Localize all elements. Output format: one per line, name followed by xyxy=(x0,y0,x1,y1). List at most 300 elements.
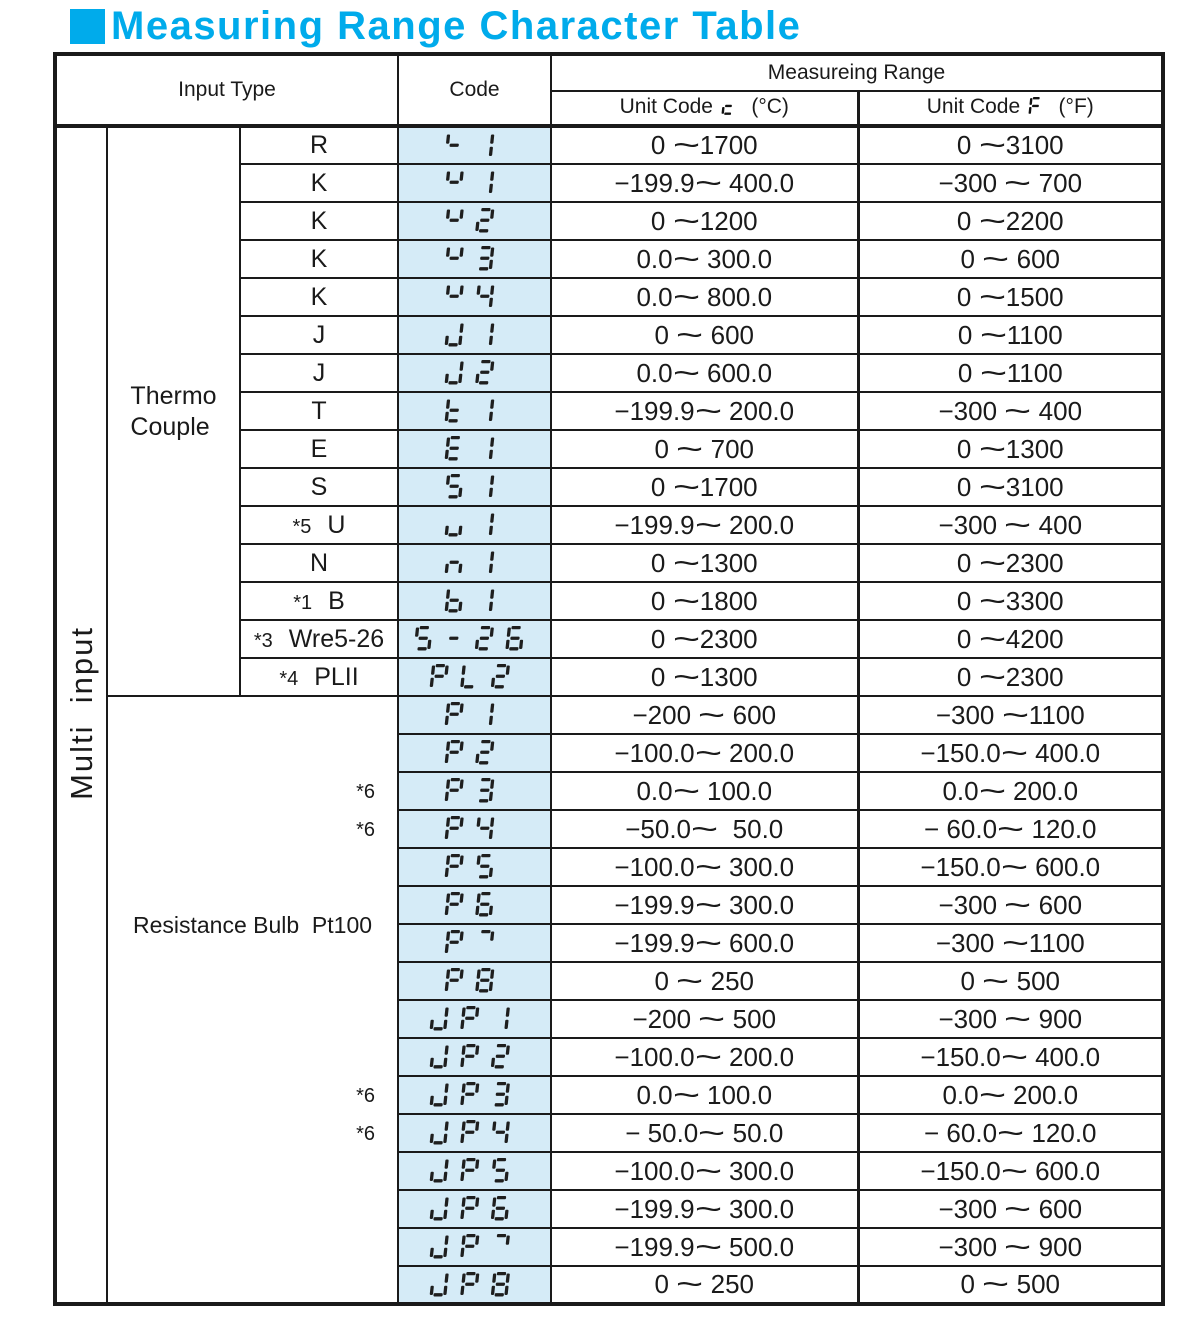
range-to: 300.0 xyxy=(699,243,773,274)
range-from: 0 xyxy=(960,243,983,274)
row-input-type-label: PLII xyxy=(314,662,359,691)
range-from: −199.9 xyxy=(614,509,695,540)
range-from: 0.0 xyxy=(942,1079,979,1110)
table-row xyxy=(55,696,1163,734)
resistance-bulb-group-cell xyxy=(107,696,398,1304)
row-footnote-marker: *6 xyxy=(356,1085,376,1107)
range-from: 0 xyxy=(956,661,979,692)
tilde-separator: ~ xyxy=(1001,923,1029,962)
seven-segment-code xyxy=(444,212,505,229)
range-to: 250 xyxy=(703,1269,754,1299)
row-input-type-label: N xyxy=(309,548,329,577)
tilde-separator: ~ xyxy=(1004,391,1032,430)
tilde-separator: ~ xyxy=(1004,505,1032,544)
range-to: 400.0 xyxy=(1027,1041,1101,1072)
range-from: −199.9 xyxy=(614,395,695,426)
tilde-separator: ~ xyxy=(694,1151,722,1190)
range-celsius-cell xyxy=(551,1114,858,1152)
range-celsius-cell xyxy=(551,1152,858,1190)
range-to: 600.0 xyxy=(721,927,795,958)
seven-segment-code xyxy=(444,858,505,875)
range-from: −50.0 xyxy=(625,813,692,844)
range-to: 100.0 xyxy=(699,775,773,806)
tilde-separator: ~ xyxy=(672,1075,700,1114)
range-fahrenheit-cell xyxy=(858,1190,1163,1228)
range-celsius-cell xyxy=(551,582,858,620)
seven-segment-code xyxy=(444,592,505,609)
range-celsius-cell xyxy=(551,924,858,962)
range-fahrenheit-cell xyxy=(858,1000,1163,1038)
range-fahrenheit-cell xyxy=(858,658,1163,696)
row-code-cell xyxy=(398,1000,551,1038)
tilde-separator: ~ xyxy=(694,1037,722,1076)
range-celsius-cell xyxy=(551,734,858,772)
resistance-bulb-group-label: Resistance Bulb Pt100 xyxy=(132,912,373,938)
range-to: 200.0 xyxy=(721,509,795,540)
tilde-separator: ~ xyxy=(982,961,1010,1000)
row-input-type-label: K xyxy=(310,168,328,197)
seven-segment-c-icon xyxy=(721,97,743,122)
row-input-type-cell xyxy=(240,658,398,696)
range-to: 500 xyxy=(1009,965,1061,996)
multi-input-side-label-cell xyxy=(55,126,107,1304)
range-celsius-cell xyxy=(551,1038,858,1076)
col-header-input-type: Input Type xyxy=(55,54,398,126)
range-celsius-cell xyxy=(551,962,858,1000)
row-code-cell xyxy=(398,924,551,962)
range-from: −300 xyxy=(938,167,1005,198)
seven-segment-code xyxy=(429,1276,521,1293)
range-to: 600.0 xyxy=(1027,851,1101,882)
row-code-cell xyxy=(398,202,551,240)
range-from: −300 xyxy=(938,1003,1005,1034)
range-to: 900 xyxy=(1031,1003,1083,1034)
tilde-separator: ~ xyxy=(978,619,1006,658)
range-from: 0.0 xyxy=(636,775,673,806)
seven-segment-code xyxy=(444,706,505,723)
tilde-separator: ~ xyxy=(978,581,1006,620)
range-celsius-cell xyxy=(551,1190,858,1228)
seven-segment-code xyxy=(444,288,505,305)
row-input-type-label: S xyxy=(310,472,328,501)
tilde-separator: ~ xyxy=(1004,1227,1032,1266)
range-to: 2300 xyxy=(1005,547,1064,578)
range-to: 500.0 xyxy=(721,1231,795,1262)
range-fahrenheit-cell xyxy=(858,126,1163,164)
range-from: 0.0 xyxy=(942,775,979,806)
tilde-separator: ~ xyxy=(1000,1151,1028,1190)
row-input-type-label: Wre5-26 xyxy=(288,624,385,653)
seven-segment-code xyxy=(444,744,505,761)
range-to: 600.0 xyxy=(699,357,773,388)
range-to: 200.0 xyxy=(721,737,795,768)
row-input-type-label: J xyxy=(312,320,326,349)
row-input-type-cell xyxy=(240,202,398,240)
tilde-separator: ~ xyxy=(694,885,722,924)
row-input-type-cell xyxy=(240,430,398,468)
range-fahrenheit-cell xyxy=(858,1076,1163,1114)
row-code-cell xyxy=(398,544,551,582)
row-footnote-marker: *6 xyxy=(356,1123,376,1145)
seven-segment-code xyxy=(444,402,505,419)
table-body xyxy=(55,126,1163,1304)
range-celsius-cell xyxy=(551,772,858,810)
tilde-separator: ~ xyxy=(1004,885,1032,924)
tilde-separator: ~ xyxy=(698,999,726,1038)
range-celsius-cell xyxy=(551,696,858,734)
range-fahrenheit-cell xyxy=(858,240,1163,278)
row-input-type-label: K xyxy=(310,282,328,311)
thermo-couple-group-cell xyxy=(107,126,240,696)
row-input-type-cell xyxy=(240,164,398,202)
tilde-separator: ~ xyxy=(672,201,700,240)
range-from: 0.0 xyxy=(636,243,673,274)
row-input-type-cell xyxy=(240,392,398,430)
tilde-separator: ~ xyxy=(672,126,700,164)
range-fahrenheit-cell xyxy=(858,544,1163,582)
range-from: −150.0 xyxy=(920,851,1001,882)
range-to: 250 xyxy=(703,965,754,996)
seven-segment-code xyxy=(444,782,505,799)
range-to: 1300 xyxy=(699,661,758,692)
range-fahrenheit-cell xyxy=(858,202,1163,240)
range-to: 200.0 xyxy=(721,395,795,426)
range-from: 0 xyxy=(956,433,979,464)
range-fahrenheit-cell xyxy=(858,924,1163,962)
range-from: −300 xyxy=(938,1231,1005,1262)
range-from: 0 xyxy=(960,965,983,996)
row-code-cell xyxy=(398,658,551,696)
range-to: 50.0 xyxy=(725,1117,784,1148)
unit-c-suffix: (°C) xyxy=(751,94,789,118)
range-from: −300 xyxy=(938,509,1005,540)
range-to: 400.0 xyxy=(721,167,795,198)
range-from: 0 xyxy=(654,1269,677,1299)
row-code-cell xyxy=(398,1152,551,1190)
row-footnote-marker: *6 xyxy=(356,819,376,841)
range-from: − 60.0 xyxy=(924,1117,998,1148)
seven-segment-code xyxy=(429,1238,521,1255)
tilde-separator: ~ xyxy=(690,809,719,848)
range-to: 3300 xyxy=(1005,585,1064,616)
range-fahrenheit-cell xyxy=(858,620,1163,658)
range-fahrenheit-cell xyxy=(858,392,1163,430)
row-input-type-label: R xyxy=(309,131,329,159)
range-to: 1500 xyxy=(1005,281,1064,312)
range-to: 800.0 xyxy=(699,281,773,312)
range-to: 1300 xyxy=(1005,433,1064,464)
range-from: −300 xyxy=(938,1193,1005,1224)
range-to: 2300 xyxy=(699,623,758,654)
range-celsius-cell xyxy=(551,392,858,430)
range-to: 1200 xyxy=(699,205,758,236)
row-input-type-label: U xyxy=(327,510,346,539)
range-fahrenheit-cell xyxy=(858,316,1163,354)
range-to: 1100 xyxy=(1006,319,1063,350)
range-fahrenheit-cell xyxy=(858,848,1163,886)
tilde-separator: ~ xyxy=(978,429,1006,468)
tilde-separator: ~ xyxy=(978,771,1006,810)
thermo-couple-group-label xyxy=(130,381,216,443)
tilde-separator: ~ xyxy=(672,543,700,582)
unit-f-suffix: (°F) xyxy=(1058,94,1094,118)
seven-segment-code xyxy=(444,896,505,913)
range-from: 0 xyxy=(956,623,979,654)
tilde-separator: ~ xyxy=(676,1265,704,1303)
row-code-cell xyxy=(398,1228,551,1266)
range-from: 0.0 xyxy=(636,1079,673,1110)
tilde-separator: ~ xyxy=(694,1189,722,1228)
row-code-cell xyxy=(398,772,551,810)
range-to: 300.0 xyxy=(721,851,795,882)
range-celsius-cell xyxy=(551,1000,858,1038)
range-celsius-cell xyxy=(551,202,858,240)
range-to: 1700 xyxy=(699,471,758,502)
range-fahrenheit-cell xyxy=(858,430,1163,468)
range-fahrenheit-cell xyxy=(858,810,1163,848)
seven-segment-code xyxy=(429,1200,521,1217)
row-input-type-label: T xyxy=(311,396,327,425)
tilde-separator: ~ xyxy=(672,277,700,316)
range-from: 0 xyxy=(957,319,980,350)
range-from: 0.0 xyxy=(636,281,673,312)
tilde-separator: ~ xyxy=(672,467,700,506)
seven-segment-f-icon xyxy=(1028,97,1050,122)
range-from: 0 xyxy=(956,281,979,312)
range-from: 0 xyxy=(650,661,673,692)
range-celsius-cell xyxy=(551,164,858,202)
seven-segment-code xyxy=(444,174,505,191)
multi-input-side-label: Multi input xyxy=(63,625,99,800)
range-fahrenheit-cell xyxy=(858,354,1163,392)
row-code-cell xyxy=(398,1038,551,1076)
seven-segment-code xyxy=(444,972,505,989)
range-from: 0 xyxy=(650,623,673,654)
row-input-type-cell xyxy=(240,468,398,506)
range-from: − 60.0 xyxy=(924,813,998,844)
range-from: −300 xyxy=(935,927,1002,958)
seven-segment-code xyxy=(429,1048,521,1065)
tilde-separator: ~ xyxy=(672,657,700,696)
tilde-separator: ~ xyxy=(982,239,1010,278)
row-input-type-cell xyxy=(240,620,398,658)
row-code-cell xyxy=(398,430,551,468)
seven-segment-code xyxy=(444,440,505,457)
range-fahrenheit-cell xyxy=(858,734,1163,772)
row-code-cell xyxy=(398,126,551,164)
row-code-cell xyxy=(398,1076,551,1114)
tilde-separator: ~ xyxy=(698,1113,726,1152)
unit-code-label-f: Unit Code xyxy=(926,94,1021,118)
tilde-separator: ~ xyxy=(979,315,1007,354)
seven-segment-code xyxy=(444,364,505,381)
table-header xyxy=(55,54,1163,126)
tilde-separator: ~ xyxy=(1000,733,1028,772)
range-to: 120.0 xyxy=(1024,813,1097,844)
tilde-separator: ~ xyxy=(982,1265,1010,1303)
range-to: 200.0 xyxy=(721,1041,795,1072)
range-to: 4200 xyxy=(1005,623,1064,654)
seven-segment-code xyxy=(444,137,505,154)
range-from: −199.9 xyxy=(614,167,695,198)
range-from: 0 xyxy=(650,585,673,616)
group-label-line: Thermo xyxy=(130,381,217,410)
range-from: 0 xyxy=(956,205,979,236)
range-from: 0 xyxy=(956,471,979,502)
row-code-cell xyxy=(398,468,551,506)
range-to: 400.0 xyxy=(1027,737,1101,768)
seven-segment-code xyxy=(444,820,505,837)
row-footnote-marker: *3 xyxy=(253,629,273,652)
range-celsius-cell xyxy=(551,658,858,696)
range-celsius-cell xyxy=(551,544,858,582)
row-code-cell xyxy=(398,1114,551,1152)
range-from: 0 xyxy=(956,585,979,616)
range-from: −100.0 xyxy=(614,851,695,882)
range-to: 500 xyxy=(1009,1269,1061,1299)
row-input-type-cell xyxy=(240,316,398,354)
tilde-separator: ~ xyxy=(978,1075,1006,1114)
range-celsius-cell xyxy=(551,1266,858,1304)
range-to: 400 xyxy=(1031,509,1083,540)
tilde-separator: ~ xyxy=(694,847,722,886)
seven-segment-code xyxy=(444,516,505,533)
tilde-separator: ~ xyxy=(1004,999,1032,1038)
range-celsius-cell xyxy=(551,468,858,506)
row-input-type-cell xyxy=(240,506,398,544)
range-from: −150.0 xyxy=(920,737,1001,768)
range-from: −100.0 xyxy=(614,1155,695,1186)
row-input-type-label: K xyxy=(310,244,328,273)
tilde-separator: ~ xyxy=(978,657,1006,696)
seven-segment-code xyxy=(429,1010,521,1027)
range-to: 600.0 xyxy=(1027,1155,1101,1186)
seven-segment-code xyxy=(444,478,505,495)
range-to: 300.0 xyxy=(721,889,795,920)
range-to: 500 xyxy=(725,1003,777,1034)
row-input-type-cell xyxy=(240,126,398,164)
page-title-text: Measuring Range Character Table xyxy=(111,3,802,48)
range-celsius-cell xyxy=(551,316,858,354)
range-to: 700 xyxy=(1031,167,1083,198)
row-code-cell xyxy=(398,164,551,202)
range-to: 300.0 xyxy=(721,1155,795,1186)
range-celsius-cell xyxy=(551,354,858,392)
unit-code-label-c: Unit Code xyxy=(619,94,713,118)
range-to: 2300 xyxy=(1005,661,1064,692)
range-from: −200 xyxy=(632,1003,699,1034)
range-from: −100.0 xyxy=(614,737,695,768)
row-code-cell xyxy=(398,354,551,392)
range-fahrenheit-cell xyxy=(858,1152,1163,1190)
range-from: −150.0 xyxy=(920,1155,1001,1186)
row-code-cell xyxy=(398,240,551,278)
tilde-separator: ~ xyxy=(672,771,700,810)
range-to: 3100 xyxy=(1005,471,1064,502)
range-fahrenheit-cell xyxy=(858,1266,1163,1304)
tilde-separator: ~ xyxy=(694,1227,722,1266)
tilde-separator: ~ xyxy=(672,581,700,620)
title-bullet-square-icon xyxy=(70,9,105,44)
tilde-separator: ~ xyxy=(1001,695,1029,734)
range-from: 0 xyxy=(650,130,673,160)
range-from: 0 xyxy=(650,547,673,578)
range-to: 1100 xyxy=(1028,927,1085,958)
row-code-cell xyxy=(398,582,551,620)
tilde-separator: ~ xyxy=(996,1113,1025,1152)
range-to: 900 xyxy=(1031,1231,1083,1262)
range-to: 1800 xyxy=(699,585,758,616)
row-code-cell xyxy=(398,734,551,772)
range-from: −199.9 xyxy=(614,889,695,920)
range-fahrenheit-cell xyxy=(858,1038,1163,1076)
range-to: 600 xyxy=(703,319,754,350)
tilde-separator: ~ xyxy=(672,619,700,658)
range-to: 300.0 xyxy=(721,1193,795,1224)
range-to: 600 xyxy=(1031,889,1083,920)
range-celsius-cell xyxy=(551,430,858,468)
tilde-separator: ~ xyxy=(676,429,704,468)
range-to: 700 xyxy=(703,433,754,464)
tilde-separator: ~ xyxy=(996,809,1025,848)
row-input-type-label: K xyxy=(310,206,328,235)
range-from: −150.0 xyxy=(920,1041,1001,1072)
seven-segment-code xyxy=(444,554,505,571)
range-from: −199.9 xyxy=(614,927,695,958)
range-fahrenheit-cell xyxy=(858,696,1163,734)
row-input-type-cell xyxy=(240,278,398,316)
tilde-separator: ~ xyxy=(978,126,1006,164)
col-header-unit-c xyxy=(551,91,858,126)
seven-segment-code xyxy=(444,934,505,951)
tilde-separator: ~ xyxy=(1000,1037,1028,1076)
row-code-cell xyxy=(398,848,551,886)
range-to: 1100 xyxy=(1006,357,1063,388)
range-fahrenheit-cell xyxy=(858,886,1163,924)
tilde-separator: ~ xyxy=(672,239,700,278)
range-from: 0 xyxy=(650,205,673,236)
row-code-cell xyxy=(398,962,551,1000)
range-to: 120.0 xyxy=(1024,1117,1097,1148)
range-from: 0 xyxy=(654,433,677,464)
row-input-type-cell xyxy=(240,240,398,278)
col-header-unit-f xyxy=(858,91,1163,126)
row-code-cell xyxy=(398,1190,551,1228)
seven-segment-code xyxy=(444,250,505,267)
row-footnote-marker: *5 xyxy=(292,515,312,538)
row-code-cell xyxy=(398,1266,551,1304)
col-header-measuring-range: Measureing Range xyxy=(551,54,1163,91)
col-header-code: Code xyxy=(398,54,551,126)
range-to: 3100 xyxy=(1005,130,1064,160)
row-code-cell xyxy=(398,316,551,354)
row-code-cell xyxy=(398,392,551,430)
range-from: 0 xyxy=(956,547,979,578)
range-from: −199.9 xyxy=(614,1193,695,1224)
range-from: 0 xyxy=(650,471,673,502)
row-input-type-label: E xyxy=(310,434,328,463)
tilde-separator: ~ xyxy=(978,543,1006,582)
range-to: 1100 xyxy=(1028,699,1085,730)
row-code-cell xyxy=(398,278,551,316)
range-to: 200.0 xyxy=(1005,1079,1079,1110)
range-celsius-cell xyxy=(551,848,858,886)
range-celsius-cell xyxy=(551,886,858,924)
measuring-range-table xyxy=(53,52,1165,1306)
range-from: 0 xyxy=(654,965,677,996)
range-celsius-cell xyxy=(551,1228,858,1266)
range-fahrenheit-cell xyxy=(858,582,1163,620)
